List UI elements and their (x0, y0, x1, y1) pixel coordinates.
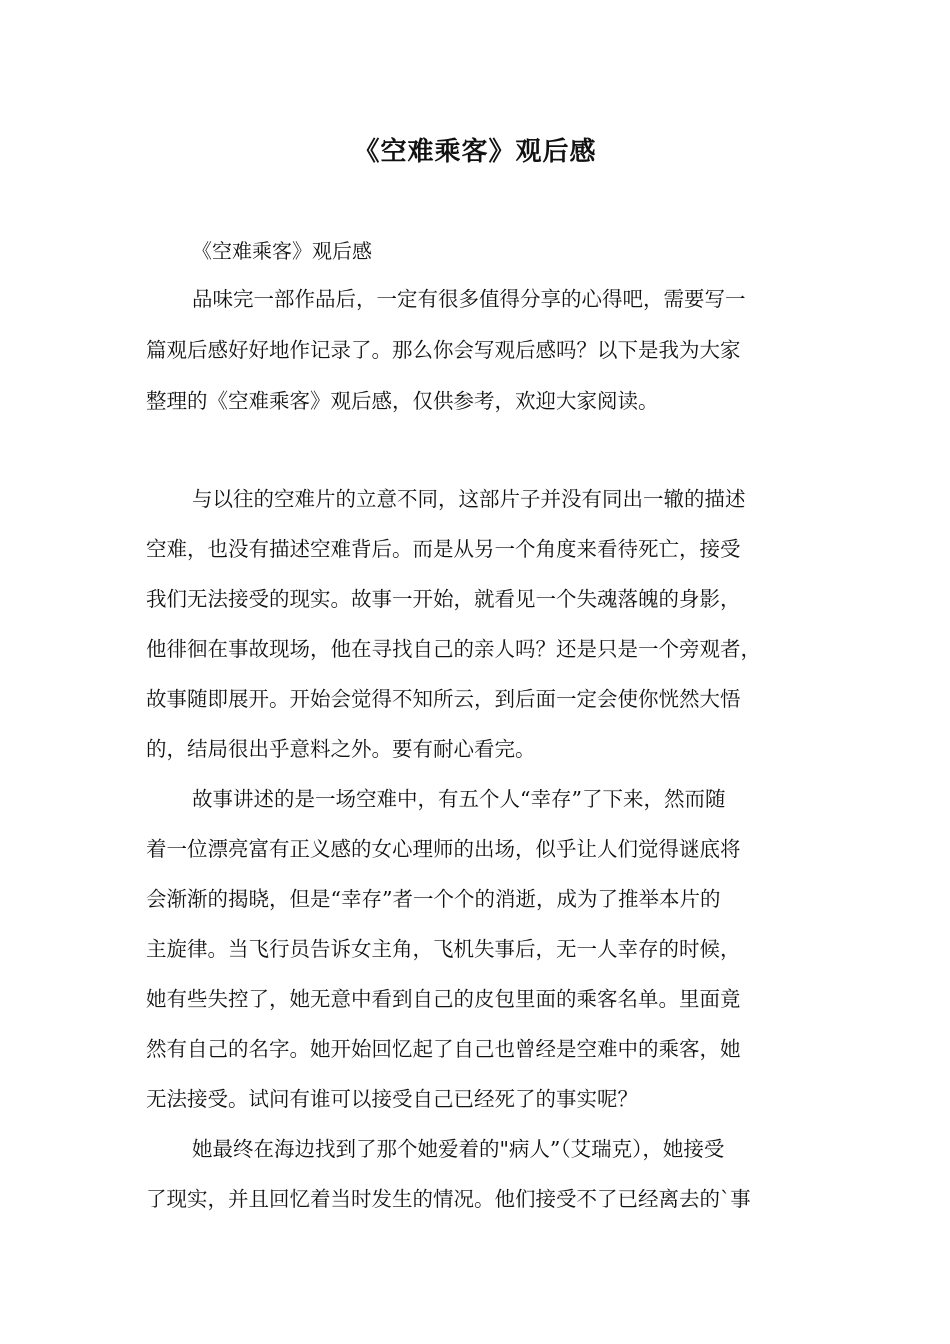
paragraph-4-line-1: 她最终在海边找到了那个她爱着的"病人”（艾瑞克），她接受 (192, 1137, 725, 1161)
paragraph-3-line-5: 她有些失控了，她无意中看到自己的皮包里面的乘客名单。里面竟 (146, 987, 741, 1011)
paragraph-1-line-1: 品味完一部作品后，一定有很多值得分享的心得吧，需要写一 (192, 287, 746, 311)
paragraph-2-line-2: 空难，也没有描述空难背后。而是从另一个角度来看待死亡，接受 (146, 537, 741, 561)
paragraph-2-line-5: 故事随即展开。开始会觉得不知所云，到后面一定会使你恍然大悟 (146, 687, 741, 711)
paragraph-3-line-4: 主旋律。当飞行员告诉女主角，飞机失事后，无一人幸存的时候， (146, 937, 741, 961)
document-subtitle: 《空难乘客》观后感 (192, 239, 372, 263)
paragraph-3-line-6: 然有自己的名字。她开始回忆起了自己也曾经是空难中的乘客，她 (146, 1037, 741, 1061)
paragraph-4-line-2: 了现实，并且回忆着当时发生的情况。他们接受不了已经离去的`事 (146, 1187, 751, 1211)
paragraph-3-line-1: 故事讲述的是一场空难中，有五个人“幸存”了下来，然而随 (192, 787, 726, 811)
paragraph-1-line-3: 整理的《空难乘客》观后感，仅供参考，欢迎大家阅读。 (146, 389, 659, 413)
paragraph-2-line-3: 我们无法接受的现实。故事一开始，就看见一个失魂落魄的身影， (146, 587, 741, 611)
paragraph-2-line-1: 与以往的空难片的立意不同，这部片子并没有同出一辙的描述 (192, 487, 746, 511)
document-title: 《空难乘客》观后感 (353, 137, 597, 167)
paragraph-3-line-2: 着一位漂亮富有正义感的女心理师的出场，似乎让人们觉得谜底将 (146, 837, 741, 861)
paragraph-1-line-2: 篇观后感好好地作记录了。那么你会写观后感吗？以下是我为大家 (146, 338, 741, 362)
paragraph-3-line-3: 会渐渐的揭晓，但是“幸存”者一个个的消逝，成为了推举本片的 (146, 887, 721, 911)
paragraph-2-line-4: 他徘徊在事故现场，他在寻找自己的亲人吗？还是只是一个旁观者， (146, 637, 761, 661)
paragraph-3-line-7: 无法接受。试问有谁可以接受自己已经死了的事实呢？ (146, 1087, 638, 1111)
paragraph-2-line-6: 的，结局很出乎意料之外。要有耐心看完。 (146, 737, 536, 761)
